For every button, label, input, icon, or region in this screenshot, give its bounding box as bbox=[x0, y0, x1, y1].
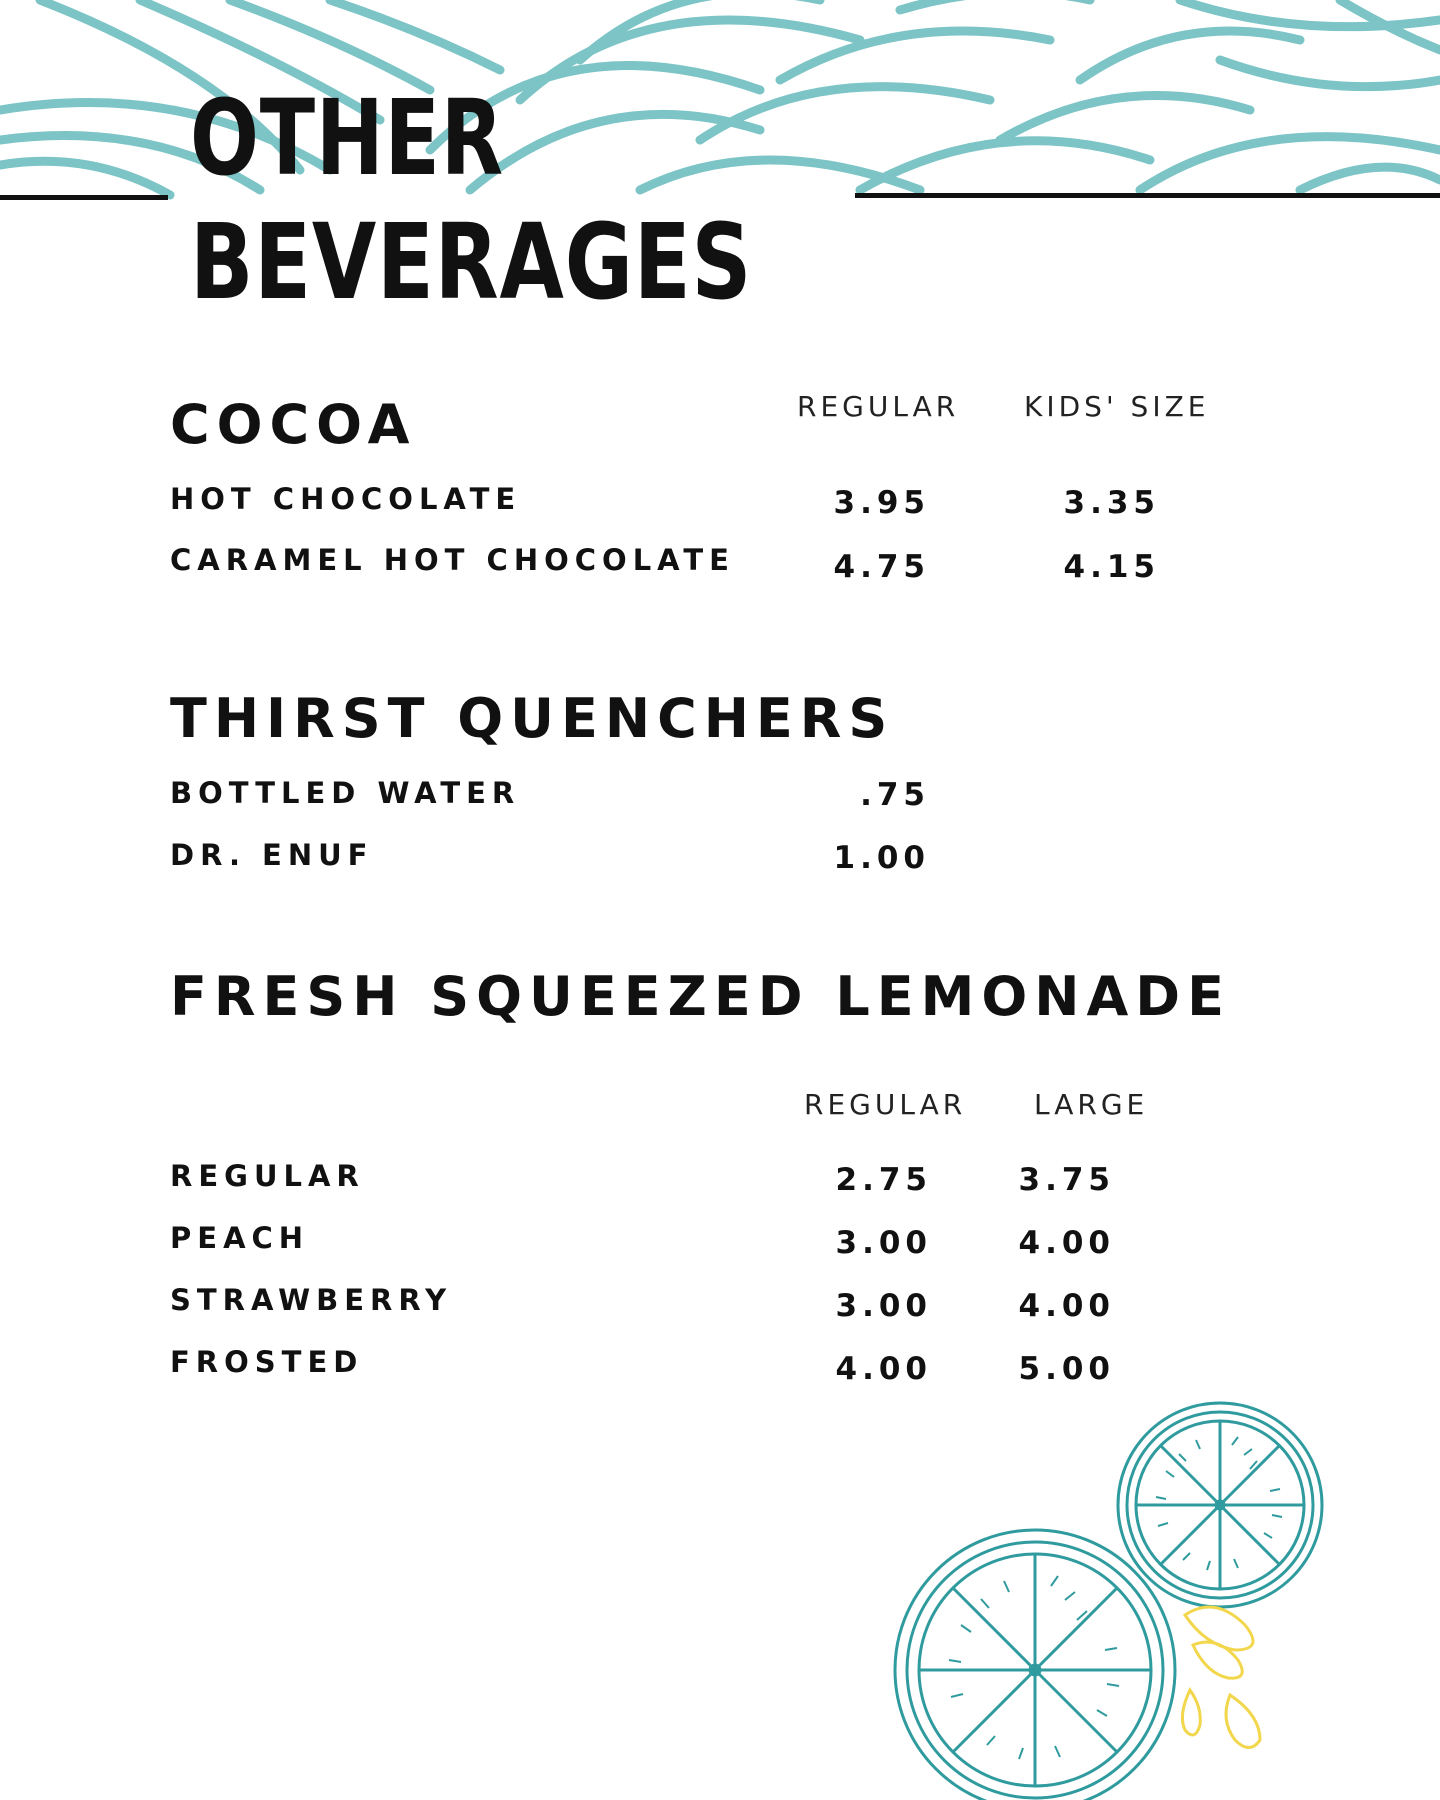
lemonade-col-large: LARGE bbox=[1034, 1088, 1149, 1121]
menu-item-price-regular: 3.00 bbox=[835, 1225, 932, 1261]
menu-item-price-large: 4.00 bbox=[1018, 1288, 1115, 1324]
menu-item-name: DR. ENUF bbox=[170, 838, 374, 872]
header-rule-right bbox=[855, 193, 1440, 198]
menu-item-price-large: 4.00 bbox=[1018, 1225, 1115, 1261]
page-title-line-1: OTHER bbox=[190, 77, 504, 199]
menu-item-price-regular: 2.75 bbox=[835, 1162, 932, 1198]
section-title-cocoa: COCOA bbox=[170, 393, 417, 456]
section-title-lemonade: FRESH SQUEEZED LEMONADE bbox=[170, 965, 1231, 1028]
menu-item-price: .75 bbox=[860, 777, 930, 813]
cocoa-col-regular: REGULAR bbox=[797, 390, 960, 423]
menu-item-price-large: 5.00 bbox=[1018, 1351, 1115, 1387]
page-title-line-2: BEVERAGES bbox=[190, 201, 753, 323]
section-title-thirst-quenchers: THIRST QUENCHERS bbox=[170, 687, 895, 750]
menu-item-name: BOTTLED WATER bbox=[170, 776, 521, 810]
menu-item-name: CARAMEL HOT CHOCOLATE bbox=[170, 543, 735, 577]
menu-item-price: 1.00 bbox=[833, 840, 930, 876]
menu-item-name: FROSTED bbox=[170, 1345, 364, 1379]
menu-item-name: HOT CHOCOLATE bbox=[170, 482, 522, 516]
menu-item-price-kids: 3.35 bbox=[1063, 485, 1160, 521]
lemonade-col-regular: REGULAR bbox=[804, 1088, 967, 1121]
menu-item-price-regular: 4.00 bbox=[835, 1351, 932, 1387]
cocoa-col-kids: KIDS' SIZE bbox=[1024, 390, 1210, 423]
lemon-slices-icon bbox=[880, 1390, 1340, 1800]
menu-item-name: STRAWBERRY bbox=[170, 1283, 453, 1317]
menu-item-price-kids: 4.15 bbox=[1063, 549, 1160, 585]
menu-item-price-large: 3.75 bbox=[1018, 1162, 1115, 1198]
header-rule-left bbox=[0, 195, 168, 200]
menu-item-price-regular: 3.00 bbox=[835, 1288, 932, 1324]
menu-item-price-regular: 4.75 bbox=[833, 549, 930, 585]
menu-item-price-regular: 3.95 bbox=[833, 485, 930, 521]
menu-item-name: PEACH bbox=[170, 1221, 310, 1255]
menu-item-name: REGULAR bbox=[170, 1159, 365, 1193]
